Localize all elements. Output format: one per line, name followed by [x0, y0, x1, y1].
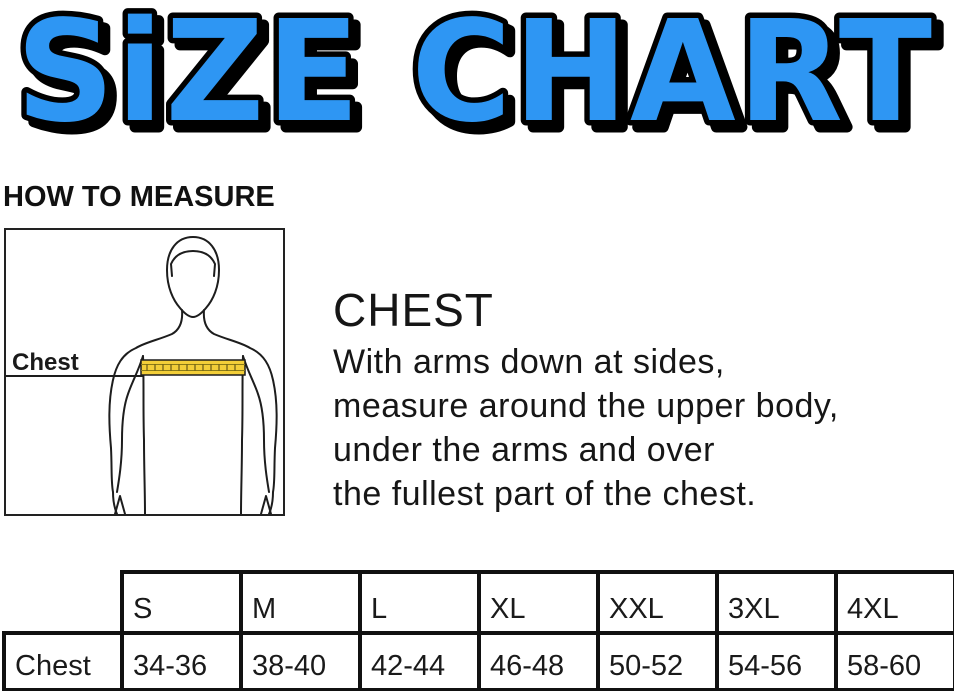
right-shoulder-arm: [204, 310, 277, 514]
instructions-line: under the arms and over: [333, 431, 715, 469]
chest-measurements-row: [4, 633, 954, 690]
instructions-line: measure around the upper body,: [333, 387, 839, 425]
how-to-measure-heading: HOW TO MEASURE: [3, 181, 275, 213]
left-hand: [115, 496, 125, 514]
measuring-tape-band: [141, 360, 245, 375]
right-hand: [261, 496, 271, 514]
right-inner-arm: [243, 356, 269, 492]
size-value-cell: 58-60: [836, 633, 954, 690]
measurement-figure-box: [4, 228, 285, 516]
chest-figure-label: Chest: [12, 349, 79, 376]
instructions-heading: CHEST: [333, 284, 494, 336]
size-col-header: 4XL: [836, 572, 954, 633]
instructions-line: the fullest part of the chest.: [333, 475, 757, 513]
page-title-art: [0, 0, 954, 170]
size-col-header: M: [241, 572, 360, 633]
chest-instructions: [333, 284, 953, 516]
size-col-header: XL: [479, 572, 598, 633]
size-col-header: XXL: [598, 572, 717, 633]
size-col-header: S: [122, 572, 241, 633]
size-col-header: 3XL: [717, 572, 836, 633]
size-col-header: L: [360, 572, 479, 633]
table-corner-spacer: [4, 572, 122, 633]
measuring-tape: [141, 360, 245, 375]
size-value-cell: 38-40: [241, 633, 360, 690]
size-value-cell: 34-36: [122, 633, 241, 690]
row-label-chest: Chest: [4, 633, 122, 690]
size-table-header-row: [4, 572, 954, 633]
left-shoulder-arm: [109, 310, 182, 514]
page-title: SiZE CHART: [16, 0, 934, 154]
size-value-cell: 50-52: [598, 633, 717, 690]
right-torso-side: [241, 356, 243, 514]
size-table: [2, 570, 954, 691]
head-outline: [167, 237, 219, 317]
instructions-line: With arms down at sides,: [333, 343, 725, 381]
size-value-cell: 54-56: [717, 633, 836, 690]
torso-figure: [6, 230, 283, 514]
size-value-cell: 42-44: [360, 633, 479, 690]
size-value-cell: 46-48: [479, 633, 598, 690]
left-torso-side: [143, 356, 145, 514]
